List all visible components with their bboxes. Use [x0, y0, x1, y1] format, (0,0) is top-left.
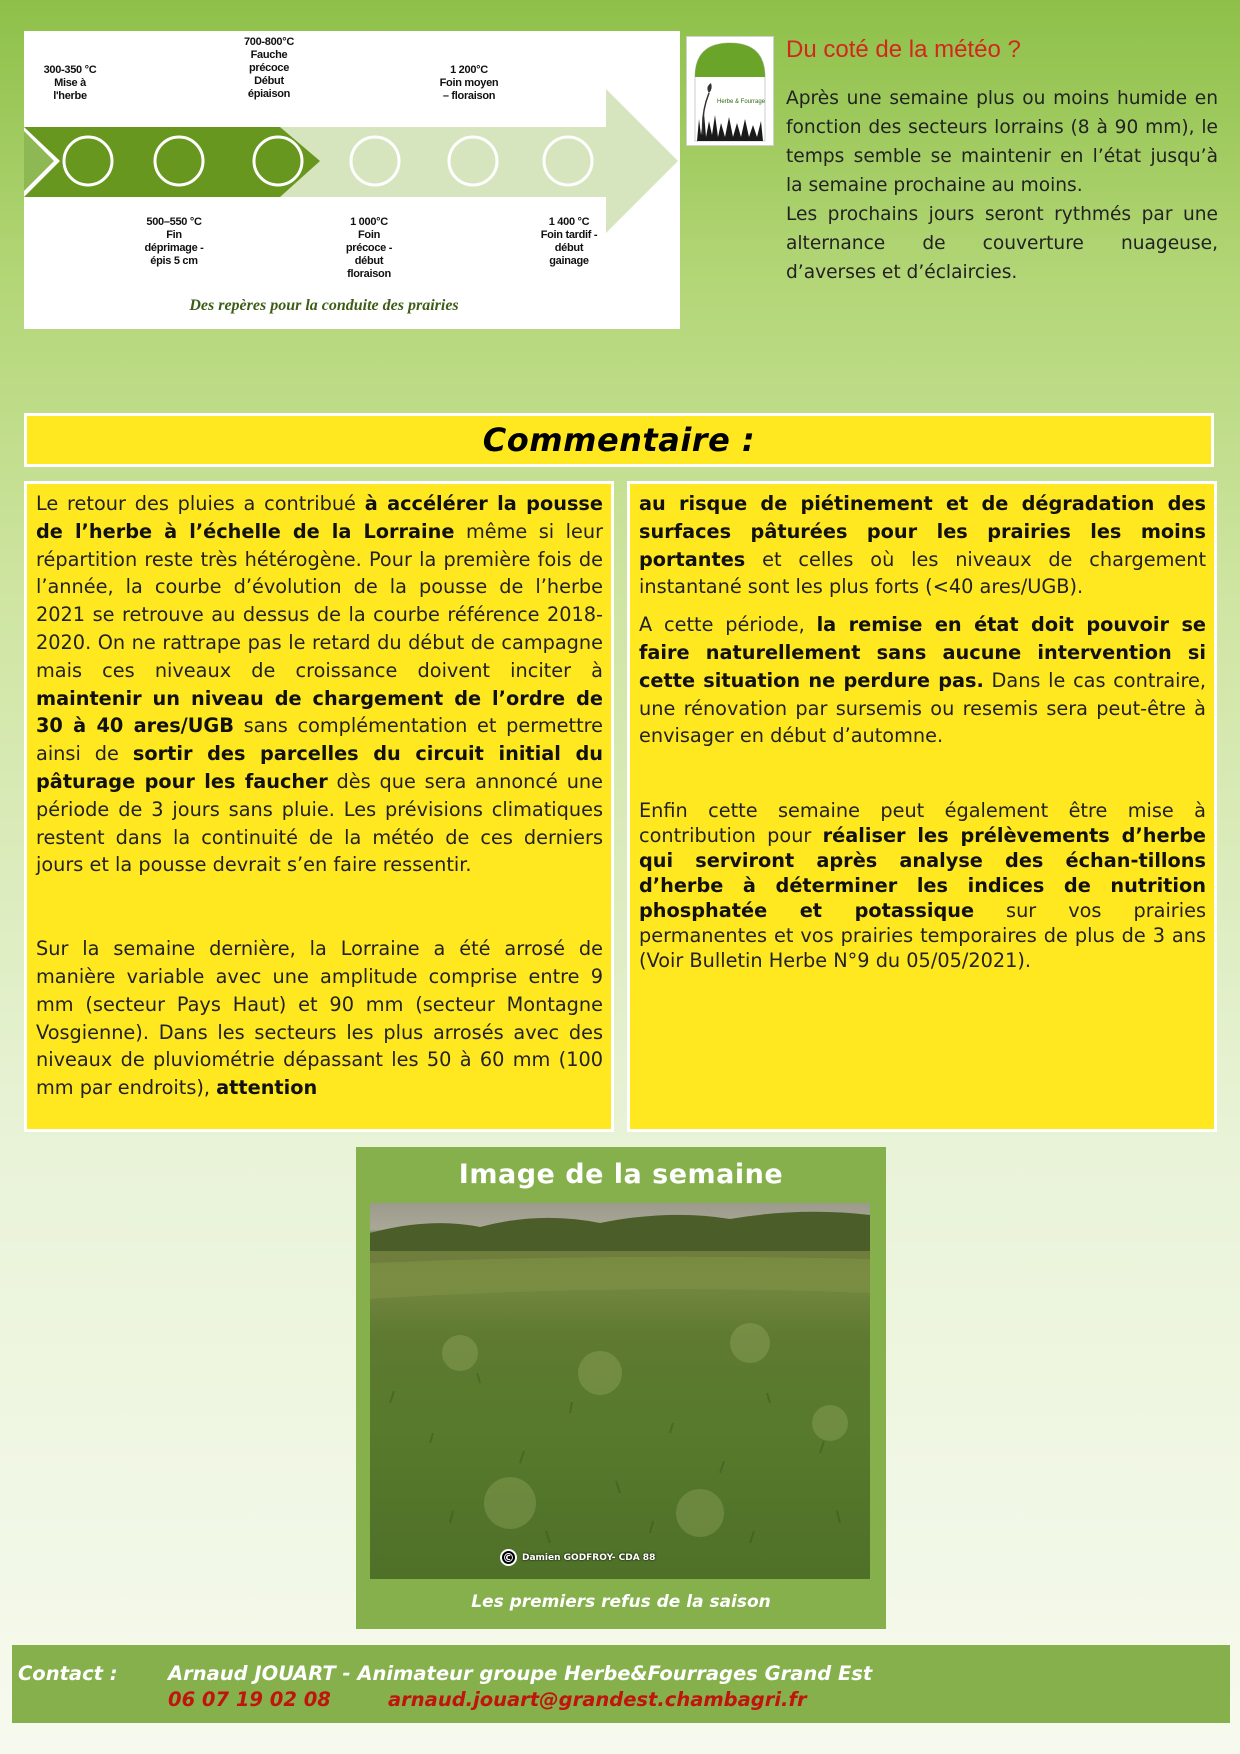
image-de-la-semaine — [356, 1147, 886, 1629]
bold-text-run: maintenir un niveau de chargement de l’ordre de 30 à 40 ares/UGB — [36, 686, 603, 738]
text-run: A cette période, — [639, 613, 817, 637]
commentaire-paragraph — [36, 935, 603, 1102]
meadow-photo — [370, 1203, 870, 1579]
commentaire-right-column — [627, 481, 1217, 1132]
herbe-fourrage-logo — [686, 36, 774, 146]
photo-credit-text: Damien GODFROY- CDA 88 — [522, 1552, 656, 1563]
text-run: Enfin cette semaine peut également être mise à contribution pour — [639, 799, 1206, 848]
text-run: sur vos prairies permanentes et vos prairies temporaires de plus de 3 ans (Voir Bulletin Herbe N°9 du 05/05/2021). — [639, 899, 1206, 973]
photo-caption: Les premiers refus de la saison — [471, 1592, 771, 1612]
commentaire-paragraph — [639, 611, 1206, 750]
timeline-label-bottom-1: 500–550 °C Fin déprimage - épis 5 cm — [144, 216, 204, 267]
commentaire-paragraph — [639, 490, 1206, 601]
meteo-title: Du coté de la météo ? — [786, 36, 1021, 63]
text-run: Sur la semaine dernière, la Lorraine a été arrosé de manière variable avec une amplitude comprise entre 9 mm (secteur Pays Haut) et 90 mm (secteur Montagne Vosgienne). Dans les secteurs les plus arrosés avec des niveaux de pluviométrie dépassant les 50 à 60 mm (100 mm par endroits), — [36, 937, 603, 1100]
timeline-label-top-3: 1 200°C Foin moyen – floraison — [439, 64, 499, 102]
contact-label: Contact : — [18, 1662, 118, 1685]
timeline-caption: Des repères pour la conduite des prairies — [189, 297, 459, 314]
commentaire-title: Commentaire : — [482, 421, 756, 459]
bold-text-run: attention — [216, 1076, 318, 1100]
meteo-paragraph: Les prochains jours seront rythmés par une alternance de couverture nuageuse, d’averses et d’éclaircies. — [786, 204, 1218, 283]
timeline-label-top-1: 300-350 °C Mise à l'herbe — [43, 64, 97, 102]
text-run: dès que sera annoncé une période de 3 jours sans pluie. Les prévisions climatiques restent dans la continuité de la météo de ces derniers jours et la pousse devrait s’en faire ressentir. — [36, 769, 603, 877]
commentaire-left-column — [24, 481, 614, 1132]
meteo-paragraph: Après une semaine plus ou moins humide en fonction des secteurs lorrains (8 à 90 mm), le temps semble se maintenir en l’état jusqu’à la semaine prochaine au moins. — [786, 88, 1218, 196]
meadow-photo-drawing — [370, 1203, 870, 1579]
contact-footer — [12, 1645, 1230, 1723]
bold-text-run: à accélérer la pousse de l’herbe à l’échelle de la Lorraine — [36, 492, 603, 543]
text-run: Le retour des pluies a contribué — [36, 492, 365, 515]
growth-timeline — [24, 31, 680, 329]
copyright-icon: © — [500, 1549, 517, 1566]
timeline-label-bottom-3: 1 400 °C Foin tardif - début gainage — [540, 216, 598, 267]
bold-text-run: la remise en état doit pouvoir se faire naturellement sans aucune intervention si cette situation ne perdure pas. — [639, 613, 1206, 692]
bold-text-run: sortir des parcelles du circuit initial du pâturage pour les faucher — [36, 742, 603, 793]
bold-text-run: réaliser les prélèvements d’herbe qui serviront après analyse des échan-tillons d’herbe à déterminer les indices de nutrition phosphatée et potassique — [639, 824, 1206, 923]
contact-phone[interactable]: 06 07 19 02 08 — [168, 1688, 331, 1711]
photo-credit — [500, 1549, 655, 1566]
text-run: sans complémentation et permettre ainsi de — [36, 714, 603, 766]
meteo-body — [786, 84, 1218, 287]
text-run: et celles où les niveaux de chargement instantané sont les plus forts (<40 ares/UGB). — [639, 547, 1206, 599]
contact-name: Arnaud JOUART - Animateur groupe Herbe&Fourrages Grand Est — [168, 1662, 873, 1685]
photo-title: Image de la semaine — [458, 1159, 784, 1190]
commentaire-header — [24, 413, 1214, 467]
timeline-label-top-2: 700-800°C Fauche précoce Début épiaison — [243, 36, 294, 100]
commentaire-paragraph — [639, 798, 1206, 973]
text-run: Dans le cas contraire, une rénovation par sursemis ou resemis sera peut-être à envisager en début d’automne. — [639, 668, 1206, 748]
bold-text-run: au risque de piétinement et de dégradation des surfaces pâturées pour les prairies les moins portantes — [639, 492, 1206, 571]
contact-email-link[interactable]: arnaud.jouart@grandest.chambagri.fr — [388, 1688, 807, 1711]
timeline-arrow — [24, 31, 680, 329]
logo-text: Herbe & Fourrage — [717, 99, 766, 105]
timeline-label-bottom-2: 1 000°C Foin précoce - début floraison — [345, 216, 393, 280]
grass-logo-icon — [687, 37, 773, 145]
text-run: même si leur répartition reste très hétérogène. Pour la première fois de l’année, la courbe d’évolution de la pousse de l’herbe 2021 se retrouve au dessus de la courbe référence 2018-2020. On ne rattrape pas le retard du début de campagne mais ces niveaux de croissance doivent inciter à — [36, 519, 603, 682]
commentaire-paragraph — [36, 490, 603, 879]
